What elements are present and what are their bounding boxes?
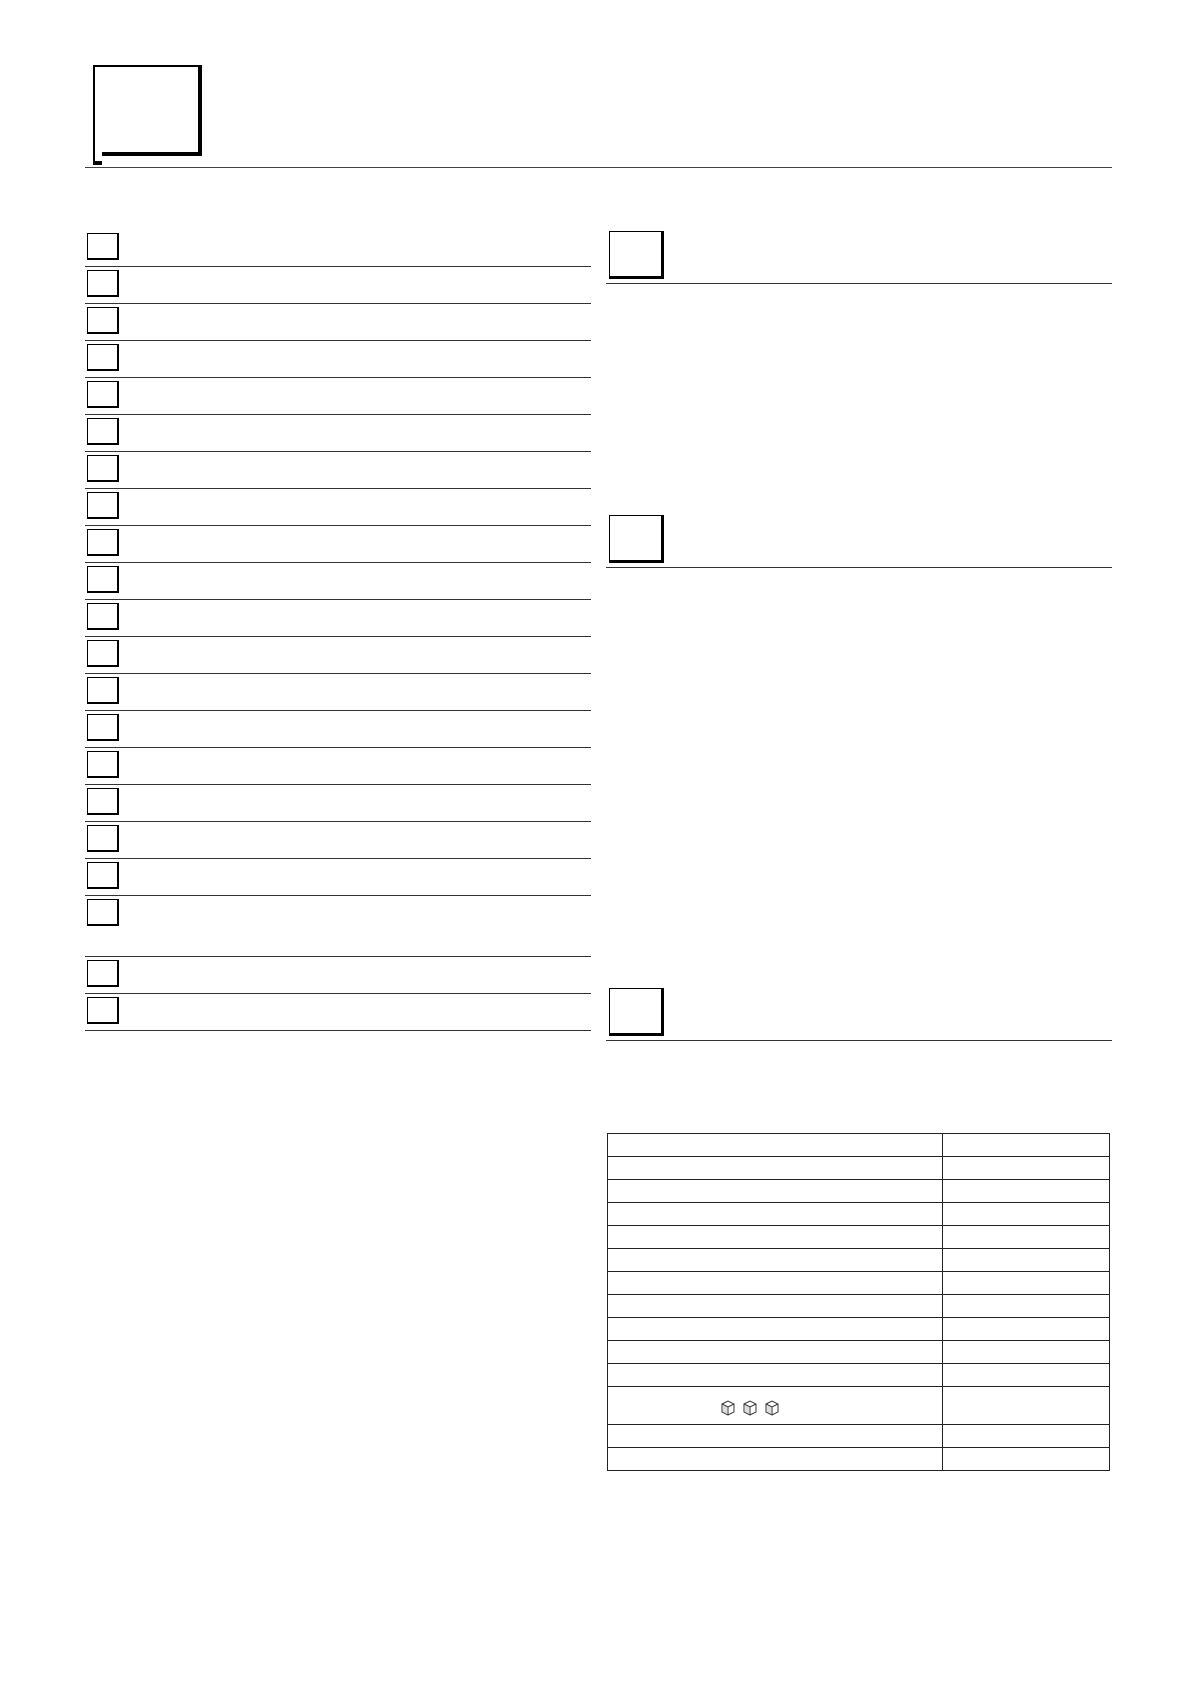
table-cell (943, 1226, 1110, 1249)
list-item (85, 563, 591, 600)
table-cell (608, 1387, 943, 1425)
list-item (85, 711, 591, 748)
section-header-3 (606, 984, 1112, 1041)
item-number-box (87, 825, 119, 852)
table-cell (608, 1203, 943, 1226)
table-cell (608, 1249, 943, 1272)
item-number-box (87, 233, 119, 260)
list-item (85, 415, 591, 452)
list-item (85, 452, 591, 489)
list-item (85, 378, 591, 415)
section-header-2 (606, 511, 1112, 568)
item-number-box (87, 899, 119, 926)
table-cell (943, 1448, 1110, 1471)
section-number-box (609, 515, 664, 563)
table-cell (943, 1157, 1110, 1180)
list-item (85, 896, 591, 957)
list-item (85, 785, 591, 822)
header-rule (85, 167, 1112, 168)
list-item (85, 674, 591, 711)
item-number-box (87, 862, 119, 889)
list-item (85, 489, 591, 526)
table-cell (943, 1249, 1110, 1272)
table-cell (608, 1295, 943, 1318)
item-number-box (87, 455, 119, 482)
section-number-box (609, 988, 664, 1036)
table-cell (943, 1318, 1110, 1341)
table-cell (943, 1134, 1110, 1157)
table-cell (943, 1341, 1110, 1364)
table-cell (943, 1203, 1110, 1226)
list-item (85, 526, 591, 563)
item-number-box (87, 751, 119, 778)
cube-icon (762, 1398, 782, 1423)
spec-table (607, 1133, 1110, 1471)
table-cell (608, 1425, 943, 1448)
item-number-box (87, 381, 119, 408)
table-cell (608, 1226, 943, 1249)
item-number-box (87, 492, 119, 519)
table-row (608, 1425, 1110, 1448)
list-item (85, 994, 591, 1031)
item-number-box (87, 418, 119, 445)
item-number-box (87, 788, 119, 815)
table-cell (608, 1364, 943, 1387)
table-row (608, 1295, 1110, 1318)
table-cell (943, 1295, 1110, 1318)
list-item (85, 859, 591, 896)
table-row (608, 1387, 1110, 1425)
table-row (608, 1180, 1110, 1203)
table-row (608, 1318, 1110, 1341)
table-cell (608, 1272, 943, 1295)
table-row (608, 1448, 1110, 1471)
table-row (608, 1157, 1110, 1180)
table-row (608, 1226, 1110, 1249)
table-cell (608, 1341, 943, 1364)
list-item (85, 822, 591, 859)
chapter-number-box (93, 65, 202, 156)
table-cell (943, 1272, 1110, 1295)
table-row (608, 1272, 1110, 1295)
item-number-box (87, 307, 119, 334)
item-number-box (87, 529, 119, 556)
table-row (608, 1249, 1110, 1272)
item-number-box (87, 270, 119, 297)
table-cell (943, 1425, 1110, 1448)
list-item (85, 748, 591, 785)
list-item (85, 341, 591, 378)
table-row (608, 1134, 1110, 1157)
table-cell (608, 1180, 943, 1203)
item-number-box (87, 566, 119, 593)
section-header-1 (606, 227, 1112, 284)
table-row (608, 1364, 1110, 1387)
table-cell (608, 1134, 943, 1157)
item-number-box (87, 344, 119, 371)
item-number-box (87, 603, 119, 630)
item-number-box (87, 640, 119, 667)
list-item (85, 957, 591, 994)
table-cell (943, 1387, 1110, 1425)
table-cell (608, 1448, 943, 1471)
table-cell (608, 1157, 943, 1180)
table-row (608, 1203, 1110, 1226)
table-cell (943, 1364, 1110, 1387)
list-item (85, 600, 591, 637)
contents-list (85, 230, 591, 1031)
item-number-box (87, 997, 119, 1024)
section-number-box (609, 231, 664, 279)
item-number-box (87, 960, 119, 987)
cube-icon (718, 1398, 738, 1423)
chapter-box-notch (93, 148, 102, 165)
table-cell (943, 1180, 1110, 1203)
item-number-box (87, 677, 119, 704)
cube-icon (740, 1398, 760, 1423)
item-number-box (87, 714, 119, 741)
list-item (85, 230, 591, 267)
list-item (85, 304, 591, 341)
list-item (85, 267, 591, 304)
list-item (85, 637, 591, 674)
table-row (608, 1341, 1110, 1364)
table-cell (608, 1318, 943, 1341)
